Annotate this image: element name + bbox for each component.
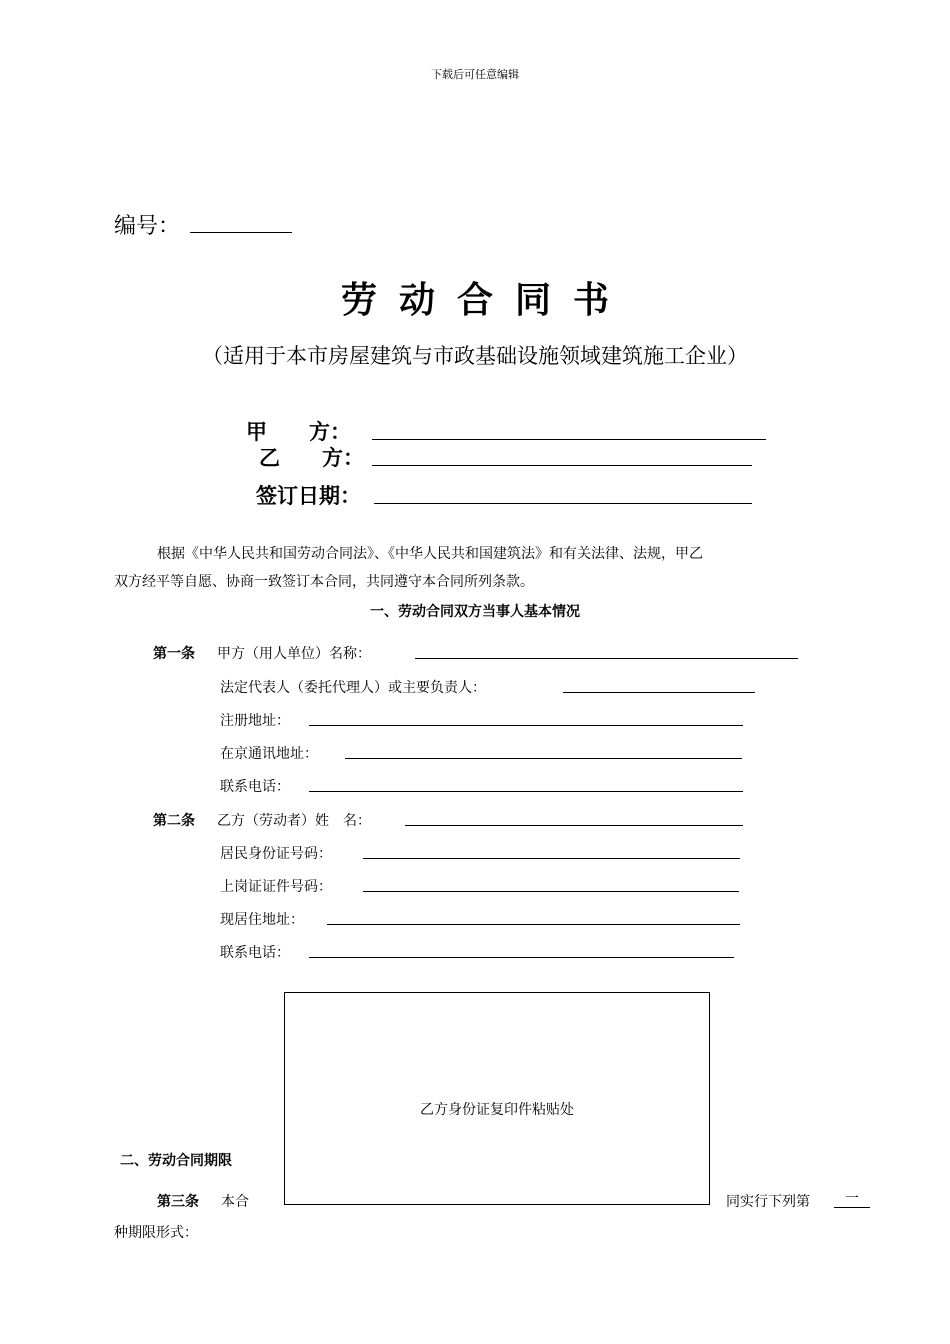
article-3-text-continued: 同实行下列第 — [726, 1194, 810, 1210]
beijing-address-blank — [345, 758, 742, 759]
preamble-line-1: 根据《中华人民共和国劳动合同法》、《中华人民共和国建筑法》和有关法律、法规，甲乙 — [157, 546, 703, 562]
serial-number-label: 编号： — [114, 214, 181, 239]
id-number-blank — [363, 858, 740, 859]
section-1-heading: 一、劳动合同双方当事人基本情况 — [370, 604, 580, 620]
article-3-line-2: 种期限形式： — [114, 1225, 198, 1241]
sign-date-label: 签订日期： — [256, 484, 361, 508]
current-address-blank — [327, 924, 740, 925]
employer-name-label: 甲方（用人单位）名称： — [217, 646, 371, 662]
employer-phone-label: 联系电话： — [220, 779, 290, 795]
party-a-label: 甲 方： — [246, 420, 351, 444]
legal-representative-label: 法定代表人（委托代理人）或主要负责人： — [220, 680, 486, 696]
id-copy-paste-box — [284, 992, 710, 1205]
term-type-blank: 一 — [834, 1191, 870, 1208]
party-b-label: 乙 方： — [259, 446, 364, 470]
registered-address-blank — [309, 725, 743, 726]
employer-name-blank — [415, 658, 798, 659]
work-permit-number-blank — [363, 891, 739, 892]
work-permit-number-label: 上岗证证件号码： — [220, 879, 332, 895]
registered-address-label: 注册地址： — [220, 713, 290, 729]
party-b-blank — [372, 465, 752, 466]
current-address-label: 现居住地址： — [220, 912, 304, 928]
legal-representative-blank — [563, 692, 755, 693]
sign-date-blank — [374, 503, 752, 504]
employer-phone-blank — [309, 791, 743, 792]
employee-phone-label: 联系电话： — [220, 945, 290, 961]
document-title: 劳动合同书 — [340, 279, 631, 321]
preamble-line-2: 双方经平等自愿、协商一致签订本合同，共同遵守本合同所列条款。 — [114, 574, 534, 590]
party-a-blank — [372, 439, 766, 440]
serial-number-blank — [190, 232, 292, 233]
id-number-label: 居民身份证号码： — [220, 846, 332, 862]
header-note: 下载后可任意编辑 — [431, 68, 519, 81]
beijing-address-label: 在京通讯地址： — [220, 746, 318, 762]
document-subtitle: （适用于本市房屋建筑与市政基础设施领域建筑施工企业） — [202, 344, 748, 368]
article-1-label: 第一条 — [153, 646, 195, 662]
employee-name-blank — [405, 825, 743, 826]
article-3-label: 第三条 — [157, 1194, 199, 1210]
id-copy-paste-label: 乙方身份证复印件粘贴处 — [420, 1102, 574, 1118]
article-3-text-start: 本合 — [221, 1194, 249, 1210]
section-2-heading: 二、劳动合同期限 — [120, 1153, 232, 1169]
employee-phone-blank — [309, 957, 734, 958]
article-2-label: 第二条 — [153, 813, 195, 829]
employee-name-label: 乙方（劳动者）姓 名： — [217, 813, 371, 829]
